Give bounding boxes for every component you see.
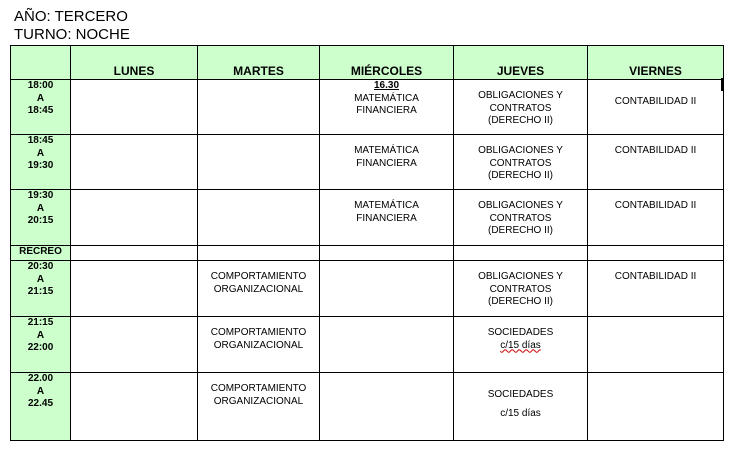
class-cell-tuesday <box>198 135 320 190</box>
table-row <box>11 80 724 135</box>
class-cell-monday <box>71 135 198 190</box>
class-cell-wednesday <box>320 373 454 441</box>
edge-mark <box>721 78 723 91</box>
class-cell-wednesday: 16.30 MATEMÁTICA FINANCIERA <box>320 80 454 135</box>
class-cell-wednesday: MATEMÁTICA FINANCIERA <box>320 135 454 190</box>
class-cell-tuesday: COMPORTAMIENTO ORGANIZACIONAL <box>198 317 320 373</box>
time-slot: 21:15 A 22:00 <box>11 317 71 373</box>
day-header-tuesday: MARTES <box>198 46 320 80</box>
day-header-thursday: JUEVES <box>454 46 588 80</box>
shift-heading: TURNO: NOCHE <box>14 26 130 43</box>
table-row <box>11 135 724 190</box>
year-heading: AÑO: TERCERO <box>14 8 128 25</box>
class-cell-thursday: OBLIGACIONES Y CONTRATOS (DERECHO II) <box>454 135 588 190</box>
class-cell-tuesday: COMPORTAMIENTO ORGANIZACIONAL <box>198 373 320 441</box>
table-row <box>11 317 724 373</box>
class-cell-friday: CONTABILIDAD II <box>588 135 724 190</box>
time-slot: 18:00 A 18:45 <box>11 80 71 135</box>
class-cell-monday <box>71 190 198 246</box>
corner-cell <box>11 46 71 80</box>
class-cell-wednesday: MATEMÁTICA FINANCIERA <box>320 190 454 246</box>
table-row <box>11 261 724 317</box>
class-cell-wednesday <box>320 317 454 373</box>
time-slot: 20:30 A 21:15 <box>11 261 71 317</box>
class-cell-friday <box>588 373 724 441</box>
class-cell-monday <box>71 80 198 135</box>
class-cell-thursday: OBLIGACIONES Y CONTRATOS (DERECHO II) <box>454 261 588 317</box>
day-header-monday: LUNES <box>71 46 198 80</box>
day-header-friday: VIERNES <box>588 46 724 80</box>
start-time-note: 16.30 <box>373 80 400 91</box>
day-header-wednesday: MIÉRCOLES <box>320 46 454 80</box>
class-cell-friday: CONTABILIDAD II <box>588 190 724 246</box>
table-row <box>11 373 724 441</box>
class-cell-thursday: OBLIGACIONES Y CONTRATOS (DERECHO II) <box>454 80 588 135</box>
schedule-table <box>10 45 724 441</box>
class-cell-friday <box>588 317 724 373</box>
class-cell-thursday: OBLIGACIONES Y CONTRATOS (DERECHO II) <box>454 190 588 246</box>
class-cell-friday: CONTABILIDAD II <box>588 261 724 317</box>
day-header-row <box>11 46 724 80</box>
time-slot: 19:30 A 20:15 <box>11 190 71 246</box>
class-cell-monday <box>71 317 198 373</box>
class-cell-friday: CONTABILIDAD II <box>588 80 724 135</box>
time-slot: 18:45 A 19:30 <box>11 135 71 190</box>
time-slot: 22.00 A 22.45 <box>11 373 71 441</box>
table-row <box>11 190 724 246</box>
class-cell-monday <box>71 373 198 441</box>
class-cell-tuesday <box>198 80 320 135</box>
class-cell-thursday: SOCIEDADES c/15 días <box>454 317 588 373</box>
class-cell-wednesday <box>320 261 454 317</box>
class-cell-tuesday: COMPORTAMIENTO ORGANIZACIONAL <box>198 261 320 317</box>
recess-row <box>11 246 724 261</box>
class-cell-tuesday <box>198 190 320 246</box>
class-cell-monday <box>71 261 198 317</box>
recess-label: RECREO <box>11 246 71 261</box>
class-cell-thursday: SOCIEDADES c/15 días <box>454 373 588 441</box>
